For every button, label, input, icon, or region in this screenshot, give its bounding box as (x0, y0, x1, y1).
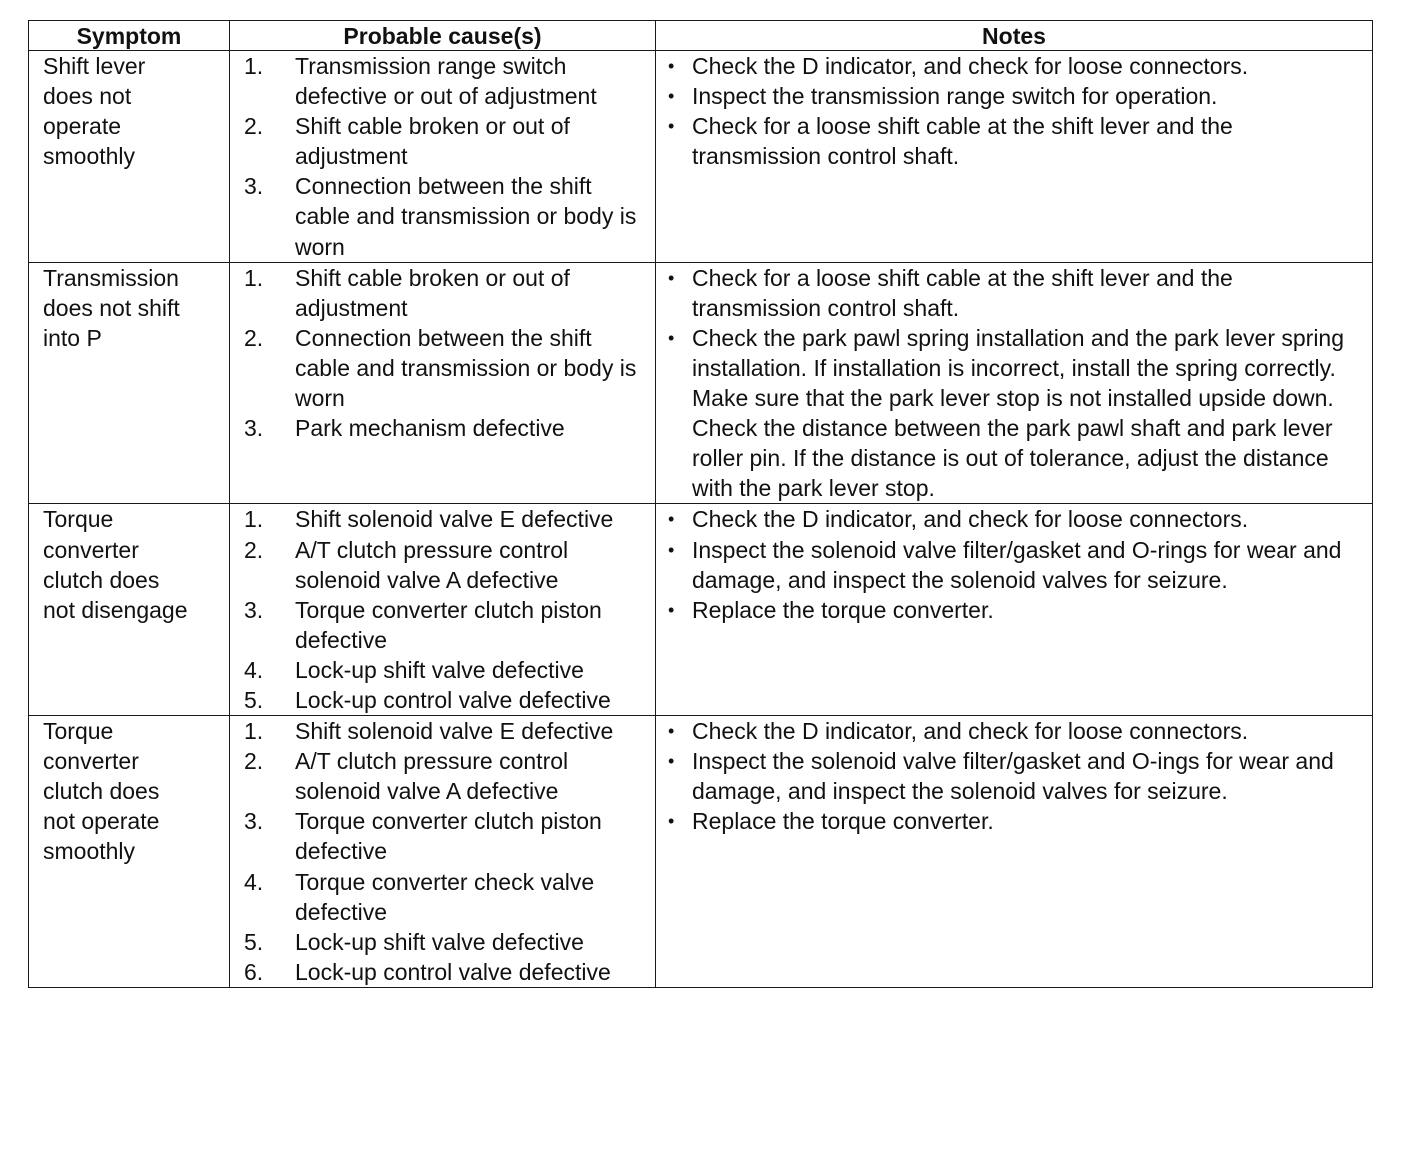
cause-text: Shift cable broken or out of adjustment (295, 113, 570, 170)
cause-item (244, 111, 649, 171)
cause-text: Shift cable broken or out of adjustment (295, 264, 570, 321)
cause-text: Connection between the shift cable and transmission or body is worn (295, 173, 637, 260)
note-text: Inspect the solenoid valve filter/gasket and O-ings for wear and damage, and inspect the solenoid valves for seizure. (692, 748, 1334, 805)
cause-number: 2. (244, 748, 264, 775)
cause-item (244, 806, 649, 866)
bullet-icon: • (668, 116, 675, 137)
cause-item (244, 171, 649, 261)
probable-causes-cell (230, 716, 656, 988)
symptom-cell (29, 51, 230, 263)
cause-item (244, 51, 649, 111)
note-text: Replace the torque converter. (692, 596, 994, 623)
cause-number: 2. (244, 113, 264, 140)
cause-number: 1. (244, 264, 264, 291)
probable-causes-cell (230, 504, 656, 716)
bullet-icon: • (668, 509, 675, 530)
cause-number: 1. (244, 718, 264, 745)
note-item (668, 263, 1362, 323)
causes-list (230, 51, 655, 262)
note-text: Check the D indicator, and check for loose connectors. (692, 718, 1249, 745)
cause-text: Lock-up shift valve defective (295, 928, 584, 955)
header-probable-causes: Probable cause(s) (230, 21, 656, 51)
cause-number: 5. (244, 928, 264, 955)
cause-number: 5. (244, 686, 264, 713)
notes-list (656, 504, 1372, 624)
note-text: Check for a loose shift cable at the shift lever and the transmission control shaft. (692, 264, 1233, 321)
notes-list (656, 716, 1372, 836)
cause-item (244, 535, 649, 595)
cause-item (244, 746, 649, 806)
header-row (29, 21, 1373, 51)
cause-number: 4. (244, 656, 264, 683)
cause-text: Lock-up shift valve defective (295, 656, 584, 683)
notes-cell (656, 504, 1373, 716)
symptom-text: Shift lever does not operate smoothly (43, 53, 146, 170)
note-item (668, 504, 1362, 534)
cause-item (244, 504, 649, 534)
table-row (29, 51, 1373, 263)
cause-item (244, 957, 649, 987)
bullet-icon: • (668, 56, 675, 76)
cause-item (244, 413, 649, 443)
causes-list (230, 716, 655, 987)
cause-item (244, 685, 649, 715)
cause-item (244, 323, 649, 413)
note-text: Replace the torque converter. (692, 808, 994, 835)
note-item (668, 81, 1362, 111)
cause-item (244, 595, 649, 655)
cause-text: Torque converter check valve defective (295, 868, 595, 925)
symptom-cell (29, 504, 230, 716)
symptom-text: Torque converter clutch does not disengage (43, 506, 188, 623)
cause-text: Connection between the shift cable and transmission or body is worn (295, 324, 637, 412)
bullet-icon: • (668, 539, 675, 560)
notes-list (656, 51, 1372, 171)
table-row (29, 504, 1373, 716)
cause-number: 2. (244, 324, 264, 351)
causes-list (230, 504, 655, 715)
symptom-text: Transmission does not shift into P (43, 264, 180, 351)
causes-list (230, 263, 655, 444)
symptom-cell (29, 716, 230, 988)
note-item (668, 535, 1362, 595)
note-item (668, 111, 1362, 171)
bullet-icon: • (668, 811, 675, 832)
note-item (668, 716, 1362, 746)
header-symptom: Symptom (29, 21, 230, 51)
bullet-icon: • (668, 751, 675, 772)
cause-number: 3. (244, 173, 264, 200)
bullet-icon: • (668, 327, 675, 348)
table-row (29, 716, 1373, 988)
table-row (29, 262, 1373, 504)
bullet-icon: • (668, 599, 675, 620)
notes-list (656, 263, 1372, 504)
cause-text: Shift solenoid valve E defective (295, 506, 614, 533)
cause-text: Torque converter clutch piston defective (295, 596, 602, 653)
cause-text: Transmission range switch defective or out of adjustment (295, 53, 597, 110)
note-text: Check the park pawl spring installation and the park lever spring installation. If installation is incorrect, install the spring correctly. Make sure that the park lever stop is not installed upside down. Check the distance between the park pawl shaft and park lever roller pin. If the distance is out of tolerance, adjust the distance with the park lever stop. (692, 324, 1345, 502)
note-item (668, 323, 1362, 504)
note-item (668, 595, 1362, 625)
troubleshooting-table (28, 20, 1373, 988)
cause-number: 3. (244, 808, 264, 835)
cause-text: A/T clutch pressure control solenoid valve A defective (295, 748, 569, 805)
symptom-cell (29, 262, 230, 504)
note-text: Check for a loose shift cable at the shift lever and the transmission control shaft. (692, 113, 1233, 170)
cause-item (244, 655, 649, 685)
cause-text: Shift solenoid valve E defective (295, 718, 614, 745)
cause-text: Torque converter clutch piston defective (295, 808, 602, 865)
notes-cell (656, 716, 1373, 988)
header-notes: Notes (656, 21, 1373, 51)
cause-item (244, 263, 649, 323)
cause-text: Lock-up control valve defective (295, 958, 611, 985)
bullet-icon: • (668, 86, 675, 107)
note-text: Inspect the solenoid valve filter/gasket and O-rings for wear and damage, and inspect the solenoid valves for seizure. (692, 536, 1342, 593)
cause-item (244, 927, 649, 957)
cause-number: 2. (244, 536, 264, 563)
cause-text: Lock-up control valve defective (295, 686, 611, 713)
troubleshooting-table-container (28, 20, 1372, 988)
probable-causes-cell (230, 51, 656, 263)
note-item (668, 746, 1362, 806)
note-text: Inspect the transmission range switch for operation. (692, 83, 1218, 110)
cause-item (244, 867, 649, 927)
cause-text: A/T clutch pressure control solenoid valve A defective (295, 536, 569, 593)
note-item (668, 51, 1362, 81)
symptom-text: Torque converter clutch does not operate smoothly (43, 718, 160, 865)
note-text: Check the D indicator, and check for loose connectors. (692, 506, 1249, 533)
cause-text: Park mechanism defective (295, 415, 565, 442)
cause-number: 4. (244, 868, 264, 895)
cause-number: 1. (244, 53, 264, 79)
notes-cell (656, 262, 1373, 504)
bullet-icon: • (668, 267, 675, 288)
cause-number: 3. (244, 596, 264, 623)
cause-number: 3. (244, 415, 264, 442)
table-body (29, 51, 1373, 988)
cause-number: 1. (244, 506, 264, 533)
cause-number: 6. (244, 958, 264, 985)
notes-cell (656, 51, 1373, 263)
cause-item (244, 716, 649, 746)
probable-causes-cell (230, 262, 656, 504)
note-text: Check the D indicator, and check for loose connectors. (692, 53, 1249, 79)
bullet-icon: • (668, 721, 675, 742)
note-item (668, 806, 1362, 836)
